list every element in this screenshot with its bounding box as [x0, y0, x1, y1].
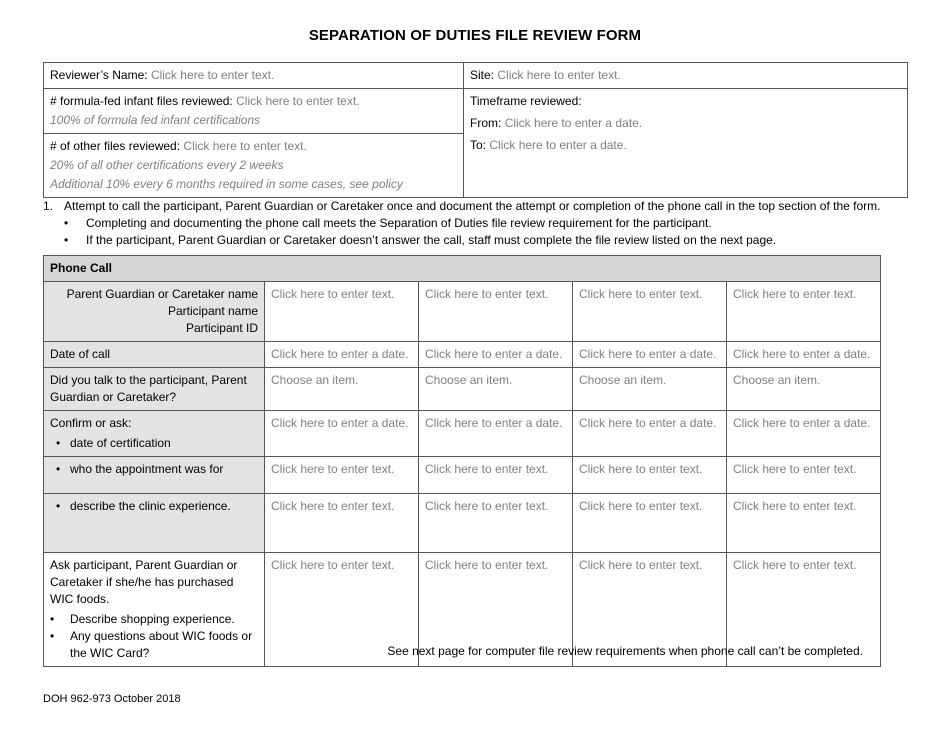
- appointment-field[interactable]: Click here to enter text.: [573, 457, 727, 494]
- clinic-label-cell: [44, 494, 265, 553]
- instruction-item: [43, 198, 923, 215]
- bullet-icon: •: [64, 233, 69, 247]
- other-files-field[interactable]: Click here to enter text.: [183, 139, 307, 153]
- instruction-bullet: [43, 232, 923, 249]
- bullet-icon: •: [56, 499, 61, 513]
- call-date-field[interactable]: Click here to enter a date.: [573, 342, 727, 368]
- shopping-experience-label: Describe shopping experience.: [70, 612, 235, 626]
- site-field[interactable]: Click here to enter text.: [497, 68, 621, 82]
- other-files-note-1: 20% of all other certifications every 2 weeks: [50, 158, 284, 172]
- date-of-call-label: Date of call: [44, 342, 265, 368]
- participant-name-label: Participant name: [167, 304, 258, 318]
- wic-foods-field[interactable]: Click here to enter text.: [419, 553, 573, 667]
- table-row: [44, 411, 881, 457]
- site-label: Site:: [470, 68, 495, 82]
- talked-dropdown[interactable]: Choose an item.: [265, 368, 419, 411]
- certification-date-label: date of certification: [70, 436, 171, 450]
- table-row: [44, 342, 881, 368]
- next-page-note: See next page for computer file review requirements when phone call can’t be completed.: [387, 644, 863, 658]
- appointment-field[interactable]: Click here to enter text.: [727, 457, 881, 494]
- table-row: [44, 282, 881, 342]
- timeframe-cell: [464, 89, 908, 198]
- names-label-cell: [44, 282, 265, 342]
- site-cell: [464, 63, 908, 89]
- talked-dropdown[interactable]: Choose an item.: [419, 368, 573, 411]
- from-date-field[interactable]: Click here to enter a date.: [504, 116, 643, 130]
- page-title: SEPARATION OF DUTIES FILE REVIEW FORM: [308, 27, 642, 44]
- guardian-name-label: Parent Guardian or Caretaker name: [66, 287, 258, 301]
- to-label: To:: [470, 138, 487, 152]
- bullet-icon: •: [56, 436, 61, 450]
- clinic-experience-field[interactable]: Click here to enter text.: [573, 494, 727, 553]
- clinic-experience-label: describe the clinic experience.: [70, 499, 231, 513]
- infant-files-note: 100% of formula fed infant certifications: [50, 113, 261, 127]
- wic-foods-field[interactable]: Click here to enter text.: [727, 553, 881, 667]
- phone-call-header: Phone Call: [44, 256, 881, 282]
- appointment-field[interactable]: Click here to enter text.: [419, 457, 573, 494]
- bullet-icon: •: [56, 462, 61, 476]
- certification-date-field[interactable]: Click here to enter a date.: [419, 411, 573, 457]
- bullet-icon: •: [50, 612, 55, 626]
- reviewer-name-cell: [44, 63, 464, 89]
- appointment-label-cell: [44, 457, 265, 494]
- wic-question-label: Ask participant, Parent Guardian or Caretaker if she/he has purchased WIC foods.: [50, 558, 238, 606]
- wic-foods-field[interactable]: Click here to enter text.: [265, 553, 419, 667]
- reviewer-name-label: Reviewer’s Name:: [50, 68, 148, 82]
- table-row: [44, 368, 881, 411]
- bullet-icon: •: [50, 629, 55, 643]
- appointment-bullet: [50, 461, 258, 478]
- bullet-icon: •: [64, 216, 69, 230]
- instruction-bullet-text: Completing and documenting the phone call meets the Separation of Duties file review requirement for the participant.: [86, 216, 712, 230]
- certification-date-field[interactable]: Click here to enter a date.: [265, 411, 419, 457]
- instructions: [43, 198, 923, 249]
- clinic-experience-field[interactable]: Click here to enter text.: [419, 494, 573, 553]
- to-date-field[interactable]: Click here to enter a date.: [489, 138, 627, 152]
- other-files-note-2: Additional 10% every 6 months required in some cases, see policy: [50, 177, 403, 191]
- confirm-bullet: [50, 435, 258, 452]
- call-date-field[interactable]: Click here to enter a date.: [265, 342, 419, 368]
- wic-bullet: [50, 611, 258, 628]
- names-field[interactable]: Click here to enter text.: [573, 282, 727, 342]
- appointment-label: who the appointment was for: [70, 462, 224, 476]
- reviewer-name-field[interactable]: Click here to enter text.: [150, 68, 275, 82]
- names-field[interactable]: Click here to enter text.: [265, 282, 419, 342]
- clinic-experience-field[interactable]: Click here to enter text.: [265, 494, 419, 553]
- talked-dropdown[interactable]: Choose an item.: [727, 368, 881, 411]
- phone-call-table: [43, 255, 881, 667]
- wic-questions-label: Any questions about WIC foods or the WIC Card?: [70, 629, 253, 660]
- infant-files-label: # formula-fed infant files reviewed:: [50, 94, 233, 108]
- instruction-bullet-text: If the participant, Parent Guardian or Caretaker doesn’t answer the call, staff must complete the file review listed on the next page.: [86, 233, 777, 247]
- instruction-number: 1.: [43, 199, 54, 213]
- talked-dropdown[interactable]: Choose an item.: [573, 368, 727, 411]
- timeframe-label: Timeframe reviewed:: [470, 94, 582, 108]
- table-row: [44, 457, 881, 494]
- call-date-field[interactable]: Click here to enter a date.: [419, 342, 573, 368]
- clinic-bullet: [50, 498, 258, 515]
- other-files-cell: [44, 134, 464, 198]
- other-files-label: # of other files reviewed:: [50, 139, 181, 153]
- instruction-text: Attempt to call the participant, Parent Guardian or Caretaker once and document the attempt or completion of the phone call in the top section of the form.: [64, 199, 881, 213]
- names-field[interactable]: Click here to enter text.: [727, 282, 881, 342]
- confirm-label: Confirm or ask:: [50, 416, 132, 430]
- instruction-bullet: [43, 215, 923, 232]
- talked-label: Did you talk to the participant, Parent Guardian or Caretaker?: [44, 368, 265, 411]
- infant-files-field[interactable]: Click here to enter text.: [236, 94, 360, 108]
- appointment-field[interactable]: Click here to enter text.: [265, 457, 419, 494]
- from-label: From:: [470, 116, 502, 130]
- reviewer-info-table: [43, 62, 908, 198]
- names-field[interactable]: Click here to enter text.: [419, 282, 573, 342]
- call-date-field[interactable]: Click here to enter a date.: [727, 342, 881, 368]
- document-id: DOH 962-973 October 2018: [43, 693, 181, 705]
- infant-files-cell: [44, 89, 464, 134]
- participant-id-label: Participant ID: [185, 321, 258, 335]
- confirm-label-cell: [44, 411, 265, 457]
- certification-date-field[interactable]: Click here to enter a date.: [727, 411, 881, 457]
- table-row: [44, 494, 881, 553]
- certification-date-field[interactable]: Click here to enter a date.: [573, 411, 727, 457]
- wic-foods-field[interactable]: Click here to enter text.: [573, 553, 727, 667]
- clinic-experience-field[interactable]: Click here to enter text.: [727, 494, 881, 553]
